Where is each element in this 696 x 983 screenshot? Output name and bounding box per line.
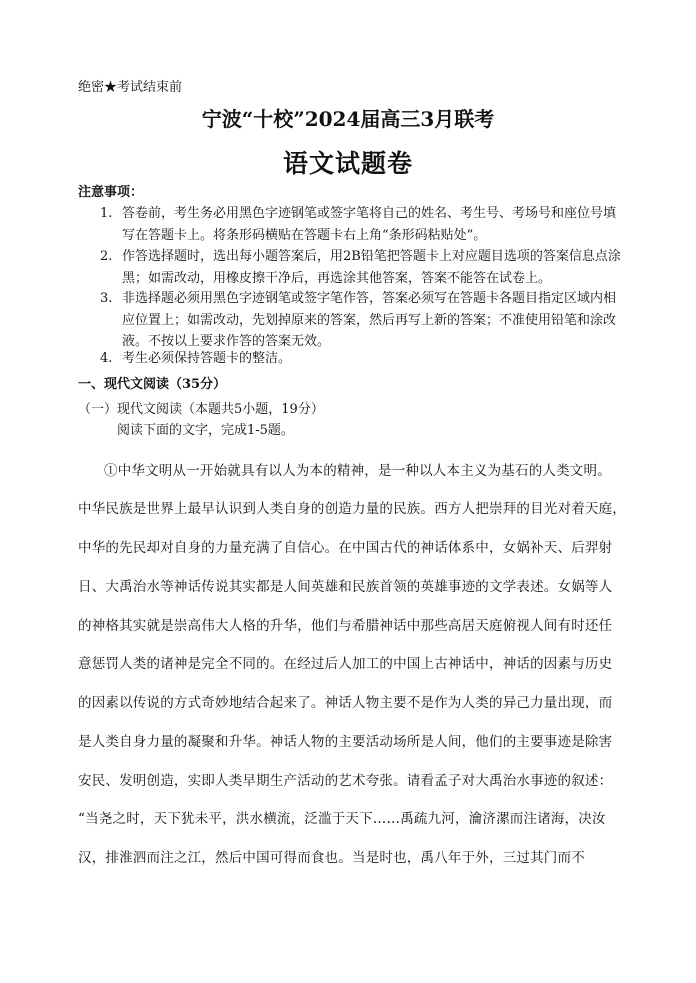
notice-item-text: 答卷前，考生务必用黑色字迹钢笔或签字笔将自己的姓名、考生号、考场号和座位号填写在答题卡上。将条形码横贴在答题卡右上角“条形码粘贴处”。: [122, 206, 617, 243]
passage-line: 的因素以传说的方式奇妙地结合起来了。神话人物主要不是作为人类的异己力量出现，而: [78, 695, 613, 711]
notice-item: [100, 348, 625, 370]
passage-line: 汉，排淮泗而注之江，然后中国可得而食也。当是时也，禹八年于外，三过其门而不: [78, 850, 585, 866]
passage-line: ①中华文明从一开始就具有以人为本的精神，是一种以人本主义为基石的人类文明。: [104, 463, 611, 479]
passage-line: 安民、发明创造，实即人类早期生产活动的艺术夸张。请看孟子对大禹治水事迹的叙述：: [78, 773, 613, 789]
notice-item-number: 4.: [100, 351, 113, 366]
notice-heading: 注意事项：: [78, 185, 144, 200]
paper-title: 语文试题卷: [282, 149, 413, 178]
passage-line: 意惩罚人类的诸神是完全不同的。在经过后人加工的中国上古神话中，神话的因素与历史: [78, 656, 613, 672]
exam-title: 宁波“十校”2024届高三3月联考: [201, 107, 495, 131]
notice-item: [100, 203, 625, 246]
section-instruction: 阅读下面的文字，完成1-5题。: [117, 423, 294, 438]
passage-line: “当尧之时，天下犹未平，洪水横流，泛滥于天下……禹疏九河，瀹济漯而注诸海，决汝: [78, 811, 606, 827]
notice-item-number: 3.: [100, 291, 113, 306]
passage-line: 的神格其实就是崇高伟大人格的升华，他们与希腊神话中那些高居天庭俯视人间有时还任: [78, 618, 613, 634]
passage-line: 中华的先民却对自身的力量充满了自信心。在中国古代的神话体系中，女娲补天、后羿射: [78, 540, 613, 556]
notice-item-number: 2.: [100, 249, 113, 264]
notice-item-number: 1.: [100, 206, 113, 221]
notice-item-text: 作答选择题时，选出每小题答案后，用2B铅笔把答题卡上对应题目选项的答案信息点涂黑；如需改动，用橡皮擦干净后，再选涂其他答案，答案不能答在试卷上。: [122, 249, 621, 286]
passage-line: 是人类自身力量的凝聚和升华。神话人物的主要活动场所是人间，他们的主要事迹是除害: [78, 734, 613, 750]
notice-item: [100, 246, 625, 289]
passage-line: 日、大禹治水等神话传说其实都是人间英雄和民族首领的英雄事迹的文学表述。女娲等人: [78, 579, 613, 595]
section-subtitle: （一）现代文阅读（本题共5小题，19分）: [78, 402, 324, 417]
notice-item-text: 非选择题必须用黑色字迹钢笔或签字笔作答，答案必须写在答题卡各题目指定区域内相应位置上；如需改动，先划掉原来的答案，然后再写上新的答案；不准使用铅笔和涂改液。不按以上要求作答的答案无效。: [122, 291, 617, 349]
notice-item: [100, 288, 625, 353]
notice-item-text: 考生必须保持答题卡的整洁。: [122, 351, 292, 366]
section-title: 一、现代文阅读（35分）: [78, 377, 227, 392]
passage-line: 中华民族是世界上最早认识到人类自身的创造力量的民族。西方人把崇拜的目光对着天庭，: [78, 501, 626, 517]
confidential-label: 绝密★考试结束前: [78, 80, 183, 95]
